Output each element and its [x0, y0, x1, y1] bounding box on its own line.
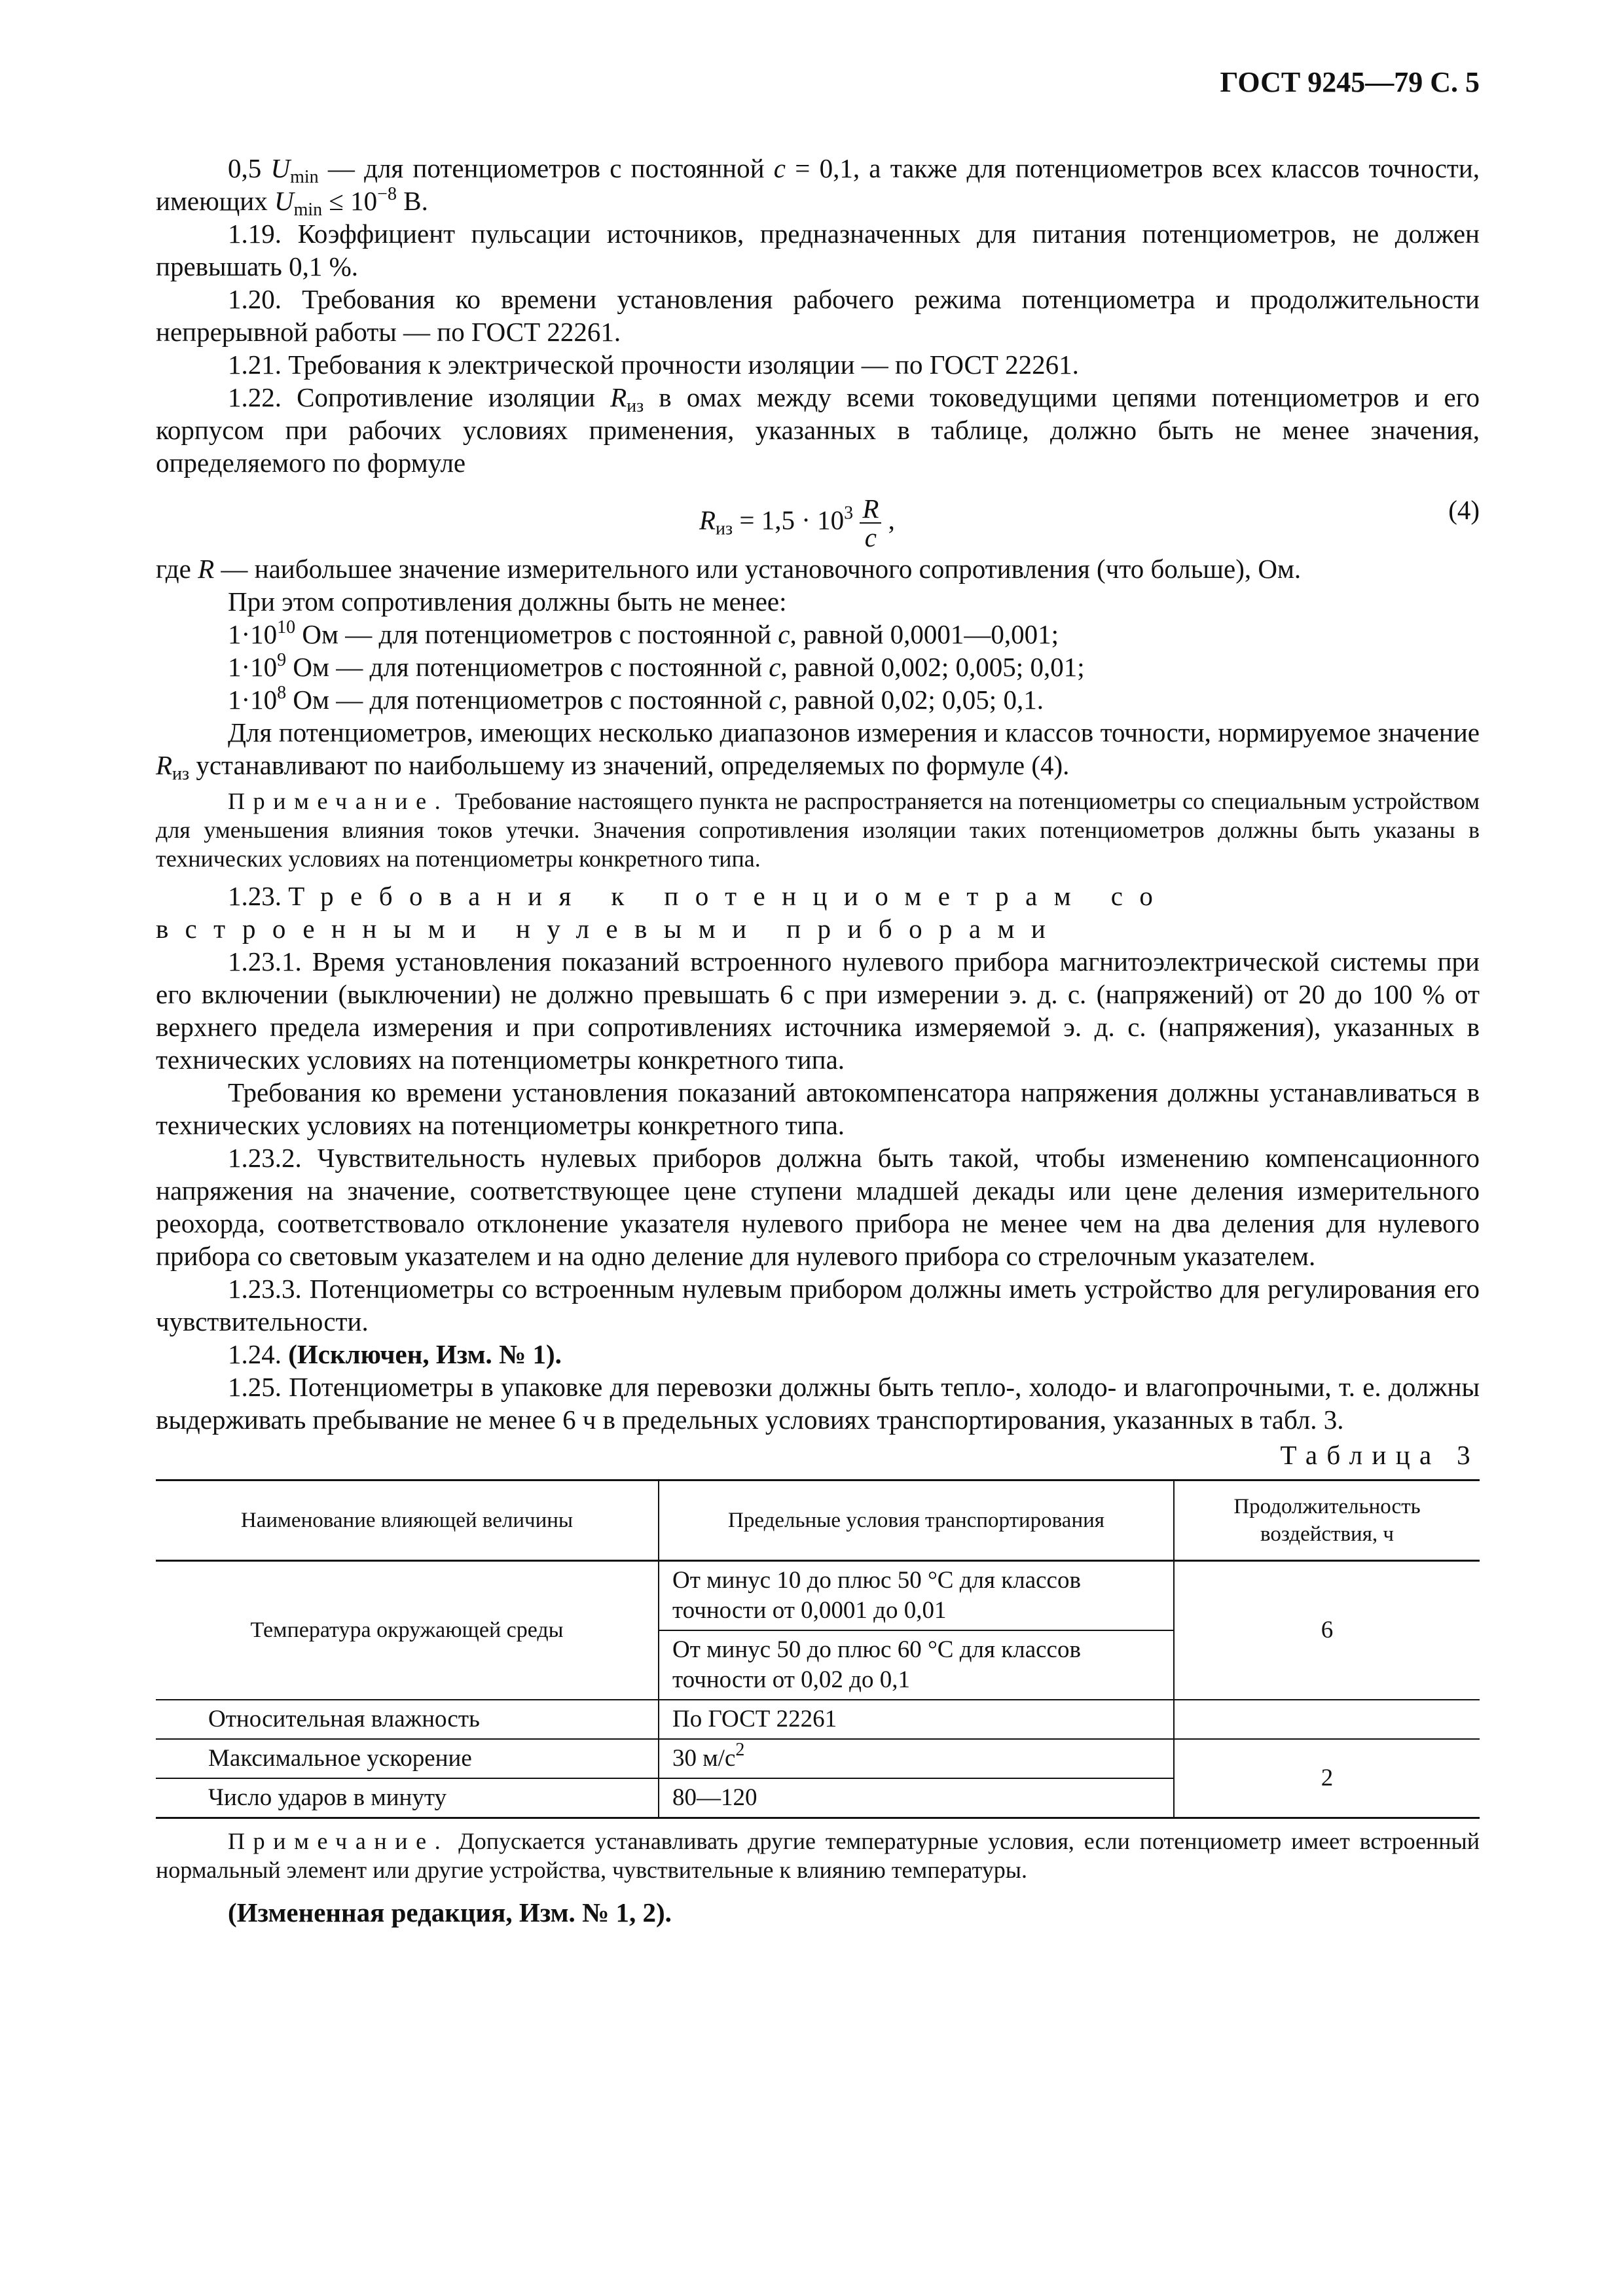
- table-cell: Максимальное ускорение: [156, 1739, 659, 1778]
- table-cell: [1174, 1700, 1480, 1739]
- note-text: Требование настоящего пункта не распространяется на потенциометры со специальным устройством для уменьшения влияния токов утечки. Значения сопротивления изоляции таких потенциометров должны быть указаны в технических условиях на потенциометры конкретного типа.: [156, 788, 1480, 872]
- formula-tail: ,: [881, 505, 895, 535]
- superscript-exp: 8: [277, 683, 287, 703]
- text-run: 1·10: [228, 685, 278, 715]
- symbol-u: U: [274, 186, 294, 216]
- formula-expression: [699, 495, 895, 551]
- paragraph-1-22: [156, 381, 1480, 479]
- symbol-u: U: [270, 153, 291, 183]
- text-run: Ом — для потенциометров с постоянной: [295, 619, 778, 649]
- superscript-exp: 10: [277, 617, 296, 637]
- text-run: , равной 0,0001—0,001;: [790, 619, 1059, 649]
- formula-lhs-subscript: из: [716, 518, 733, 539]
- table-cell: От минус 50 до плюс 60 °С для классов точности от 0,02 до 0,1: [659, 1630, 1174, 1700]
- section-number: 1.23.: [228, 881, 289, 911]
- table-row: [156, 1739, 1480, 1778]
- symbol-c: c: [773, 153, 786, 183]
- paragraph-1-24: [156, 1338, 1480, 1371]
- text-run: ≤ 10: [322, 186, 378, 216]
- table-cell: Число ударов в минуту: [208, 1784, 447, 1811]
- superscript-exp: 9: [277, 650, 287, 670]
- list-item: [156, 683, 1480, 716]
- superscript-exp: −8: [377, 184, 397, 204]
- text-run: , равной 0,02; 0,05; 0,1.: [780, 685, 1044, 715]
- table-bottom-rule: [156, 1817, 1480, 1819]
- symbol-r: R: [156, 750, 173, 780]
- paragraph-1-23-3: 1.23.3. Потенциометры со встроенным нулевым прибором должны иметь устройство для регулирования его чувствительности.: [156, 1274, 1480, 1336]
- cell-text: 30 м/с: [672, 1745, 736, 1772]
- text-run: 1.24.: [228, 1339, 289, 1369]
- table-cell: 80—120: [659, 1778, 1174, 1817]
- note-label: Примечание.: [228, 1828, 449, 1854]
- table-cell: 2: [1174, 1739, 1480, 1817]
- text-run: , равной 0,002; 0,005; 0,01;: [780, 652, 1085, 682]
- text-run: — для потенциометров с постоянной: [318, 153, 774, 183]
- note-label: Примечание.: [228, 788, 449, 814]
- formula-lhs: R: [699, 505, 716, 535]
- column-header: Предельные условия транспортирования: [659, 1480, 1174, 1561]
- section-title: Требования к потенциометрам со встроенными нулевыми приборами: [156, 881, 1170, 944]
- paragraph-1-23-2: 1.23.2. Чувствительность нулевых приборов должна быть такой, чтобы изменению компенсационного напряжения на значение, соответствующее цене ступени младшей декады или цене деления измерительного реохорда, соответствовало отклонение указателя нулевого прибора не менее чем на два деления для нулевого прибора со световым указателем и на одно деление для нулевого прибора со стрелочным указателем.: [156, 1143, 1480, 1271]
- paragraph-where: [156, 552, 1480, 585]
- formula-fraction: [860, 495, 881, 551]
- table-caption: Таблица 3: [1280, 1440, 1480, 1470]
- text-run: устанавливают по наибольшему из значений, определяемых по формуле (4).: [189, 750, 1070, 780]
- paragraph-1-23-1-b: Требования ко времени установления показаний автокомпенсатора напряжения должны устанавливаться в технических условиях на потенциометры конкретного типа.: [156, 1077, 1480, 1140]
- note-1: [156, 787, 1480, 873]
- column-header: Наименование влияющей величины: [156, 1480, 659, 1561]
- paragraph-1-21: 1.21. Требования к электрической прочности изоляции — по ГОСТ 22261.: [228, 350, 1079, 380]
- note-text: Допускается устанавливать другие температурные условия, если потенциометр имеет встроенный нормальный элемент или другие устройства, чувствительные к влиянию температуры.: [156, 1828, 1480, 1883]
- table-cell: Относительная влажность: [156, 1700, 659, 1739]
- note-2: [156, 1827, 1480, 1884]
- formula-coefficient: = 1,5 · 10: [733, 505, 845, 535]
- table-row: [156, 1561, 1480, 1631]
- table-cell: По ГОСТ 22261: [659, 1700, 1174, 1739]
- table-row: [156, 1700, 1480, 1739]
- symbol-c: с: [778, 619, 790, 649]
- paragraph-multi-range: [156, 716, 1480, 784]
- table-cell: [659, 1739, 1174, 1778]
- text-run: = 0,1, а также для потенциометров всех классов точности, имеющих: [156, 153, 1480, 216]
- symbol-c: с: [769, 652, 781, 682]
- text-run: Для потенциометров, имеющих несколько диапазонов измерения и классов точности, нормируемое значение: [228, 717, 1480, 747]
- paragraph-1-20: 1.20. Требования ко времени установления рабочего режима потенциометра и продолжительности непрерывной работы — по ГОСТ 22261.: [156, 284, 1480, 347]
- document-body: [156, 152, 1480, 1929]
- superscript-exp: 2: [735, 1740, 745, 1760]
- text-run: 1·10: [228, 652, 278, 682]
- text-run: Ом — для потенциометров с постоянной: [286, 685, 769, 715]
- formula-number: (4): [1448, 495, 1480, 525]
- symbol-c: с: [769, 685, 781, 715]
- text-run: 0,5: [228, 153, 271, 183]
- list-item: [156, 618, 1480, 651]
- fraction-denominator: c: [864, 522, 877, 552]
- page-header: ГОСТ 9245—79 С. 5: [1220, 66, 1480, 98]
- formula-4: [156, 484, 1480, 552]
- text-run: 1.22. Сопротивление изоляции: [228, 382, 611, 412]
- table-cell: 6: [1174, 1561, 1480, 1700]
- symbol-r: R: [198, 554, 215, 584]
- text-run: в омах между всеми токоведущими цепями потенциометров и его корпусом при рабочих условиях применения, указанных в таблице, должно быть не менее значения, определяемого по формуле: [156, 382, 1480, 478]
- table-header-row: [156, 1480, 1480, 1561]
- paragraph-minimum: При этом сопротивления должны быть не менее:: [228, 586, 787, 617]
- text-run: Ом — для потенциометров с постоянной: [286, 652, 769, 682]
- column-header: Продолжительность воздействия, ч: [1174, 1480, 1480, 1561]
- paragraph-1-19: 1.19. Коэффициент пульсации источников, предназначенных для питания потенциометров, не должен превышать 0,1 %.: [156, 219, 1480, 281]
- amendment-footer: (Измененная редакция, Изм. № 1, 2).: [228, 1897, 672, 1928]
- text-run: — наибольшее значение измерительного или установочного сопротивления (что больше), Ом.: [214, 554, 1302, 584]
- amendment-note: (Исключен, Изм. № 1).: [288, 1339, 562, 1369]
- fraction-numerator: R: [860, 495, 881, 524]
- section-1-23-heading: [156, 880, 1480, 945]
- text-run: В.: [396, 186, 428, 216]
- subscript-min: min: [290, 167, 319, 187]
- subscript-iz: из: [172, 764, 190, 784]
- text-run: 1·10: [228, 619, 278, 649]
- paragraph-1-23-1: 1.23.1. Время установления показаний встроенного нулевого прибора магнитоэлектрической системы при его включении (выключении) не должно превышать 6 с при измерении э. д. с. (напряжений) от 20 до 100 % от верхнего предела измерения и при сопротивлениях источника измеряемой э. д. с. (напряжения), указанных в технических условиях на потенциометры конкретного типа.: [156, 946, 1480, 1075]
- symbol-r: R: [610, 382, 627, 412]
- table-3: [156, 1479, 1480, 1817]
- subscript-iz: из: [627, 396, 644, 416]
- paragraph-1-25: 1.25. Потенциометры в упаковке для перевозки должны быть тепло-, холодо- и влагопрочными, т. е. должны выдерживать пребывание не менее 6 ч в предельных условиях транспортирования, указанных в табл. 3.: [156, 1372, 1480, 1435]
- paragraph-umin: [156, 152, 1480, 220]
- list-item: [156, 651, 1480, 683]
- table-cell: Температура окружающей среды: [156, 1561, 659, 1700]
- formula-exponent: 3: [844, 503, 854, 524]
- table-cell: От минус 10 до плюс 50 °С для классов точности от 0,0001 до 0,01: [659, 1561, 1174, 1631]
- subscript-min: min: [293, 200, 323, 220]
- text-run: где: [156, 554, 198, 584]
